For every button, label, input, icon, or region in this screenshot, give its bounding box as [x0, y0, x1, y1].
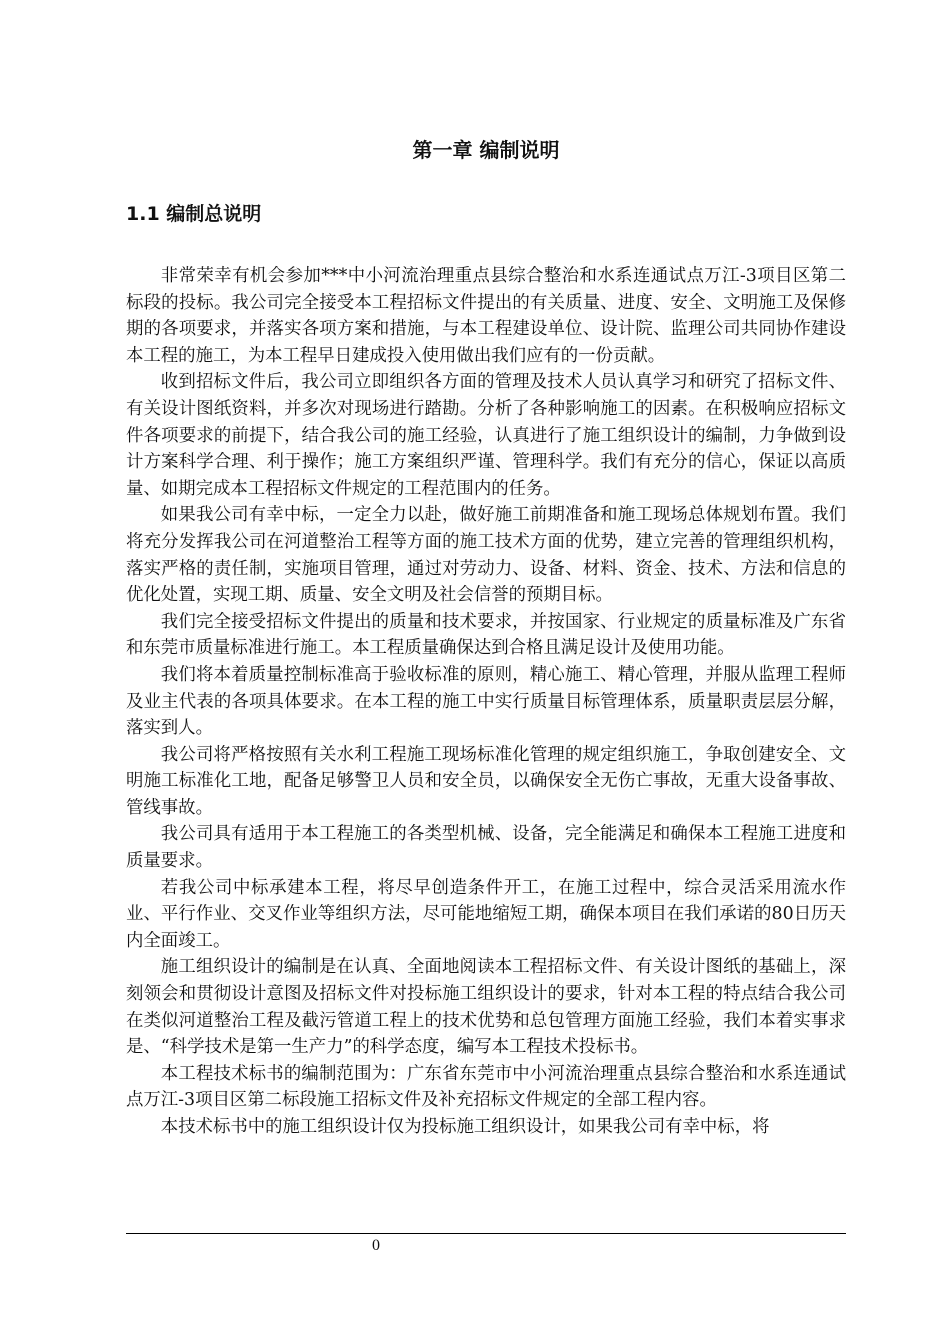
paragraph: 我公司具有适用于本工程施工的各类型机械、设备，完全能满足和确保本工程施工进度和质量要求。: [126, 824, 846, 872]
paragraph: 本工程技术标书的编制范围为：广东省东莞市中小河流治理重点县综合整治和水系连通试点万江-3项目区第二标段施工招标文件及补充招标文件规定的全部工程内容。: [126, 1063, 846, 1111]
section-title: 1.1 编制总说明: [126, 203, 262, 225]
paragraph: 我们完全接受招标文件提出的质量和技术要求，并按国家、行业规定的质量标准及广东省和东莞市质量标准进行施工。本工程质量确保达到合格且满足设计及使用功能。: [126, 611, 846, 659]
paragraph: 我公司将严格按照有关水利工程施工现场标准化管理的规定组织施工，争取创建安全、文明施工标准化工地，配备足够警卫人员和安全员，以确保安全无伤亡事故，无重大设备事故、管线事故。: [126, 744, 846, 818]
paragraph: 施工组织设计的编制是在认真、全面地阅读本工程招标文件、有关设计图纸的基础上，深刻领会和贯彻设计意图及招标文件对投标施工组织设计的要求，针对本工程的特点结合我公司在类似河道整治工程及截污管道工程上的技术优势和总包管理方面施工经验，我们本着实事求是、“科学技术是第一生产力”的科学态度，编写本工程技术投标书。: [126, 957, 846, 1058]
paragraph: 如果我公司有幸中标，一定全力以赴，做好施工前期准备和施工现场总体规划布置。我们将充分发挥我公司在河道整治工程等方面的施工技术方面的优势，建立完善的管理组织机构，落实严格的责任制，实施项目管理，通过对劳动力、设备、材料、资金、技术、方法和信息的优化处置，实现工期、质量、安全文明及社会信誉的预期目标。: [126, 505, 846, 606]
paragraph: 非常荣幸有机会参加***中小河流治理重点县综合整治和水系连通试点万江-3项目区第二标段的投标。我公司完全接受本工程招标文件提出的有关质量、进度、安全、文明施工及保修期的各项要求，并落实各项方案和措施，与本工程建设单位、设计院、监理公司共同协作建设本工程的施工，为本工程早日建成投入使用做出我们应有的一份贡献。: [126, 266, 846, 366]
page-number: 0: [372, 1237, 380, 1254]
paragraph: 我们将本着质量控制标准高于验收标准的原则，精心施工、精心管理，并服从监理工程师及业主代表的各项具体要求。在本工程的施工中实行质量目标管理体系，质量职责层层分解，落实到人。: [126, 664, 846, 739]
footer-rule: [126, 1233, 846, 1234]
paragraph: 本技术标书中的施工组织设计仅为投标施工组织设计，如果我公司有幸中标，将: [160, 1117, 770, 1137]
body-text: [126, 263, 846, 1141]
chapter-title: 第一章 编制说明: [412, 138, 560, 162]
paragraph: 收到招标文件后，我公司立即组织各方面的管理及技术人员认真学习和研究了招标文件、有关设计图纸资料，并多次对现场进行踏勘。分析了各种影响施工的因素。在积极响应招标文件各项要求的前提下，结合我公司的施工经验，认真进行了施工组织设计的编制，力争做到设计方案科学合理、利于操作；施工方案组织严谨、管理科学。我们有充分的信心，保证以高质量、如期完成本工程招标文件规定的工程范围内的任务。: [126, 372, 846, 499]
paragraph: 若我公司中标承建本工程，将尽早创造条件开工，在施工过程中，综合灵活采用流水作业、平行作业、交叉作业等组织方法，尽可能地缩短工期，确保本项目在我们承诺的80日历天内全面竣工。: [126, 877, 846, 951]
